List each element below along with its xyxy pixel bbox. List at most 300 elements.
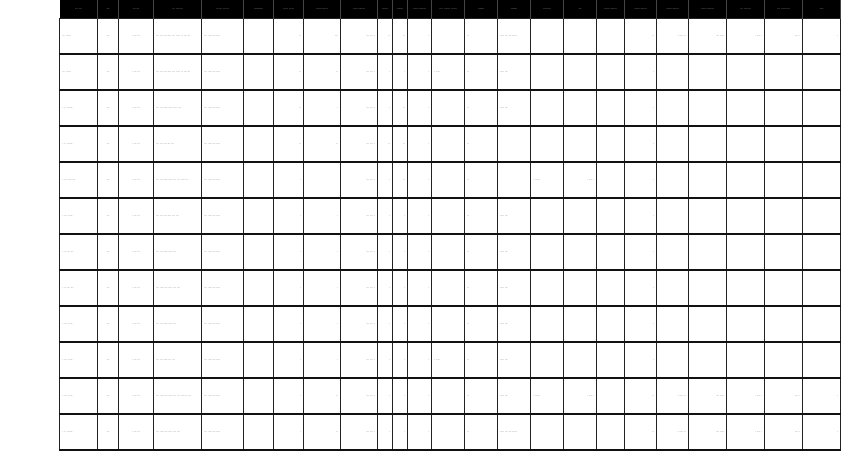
- table-cell[interactable]: .: [274, 198, 304, 234]
- table-cell[interactable]: [564, 19, 597, 55]
- table-cell[interactable]: [689, 234, 727, 270]
- table-cell[interactable]: [727, 198, 765, 234]
- table-cell[interactable]: .: [378, 162, 393, 198]
- column-header[interactable]: ... .........: [765, 0, 803, 19]
- table-cell[interactable]: . .....: [531, 378, 564, 414]
- table-cell[interactable]: [531, 90, 564, 126]
- table-cell[interactable]: [727, 342, 765, 378]
- table-cell[interactable]: [803, 270, 841, 306]
- table-cell[interactable]: .: [408, 162, 432, 198]
- table-cell[interactable]: ... ... .: [341, 270, 378, 306]
- table-cell[interactable]: ..: [625, 378, 657, 414]
- table-cell[interactable]: [432, 270, 465, 306]
- table-cell[interactable]: .... ...: [498, 90, 531, 126]
- table-cell[interactable]: ..: [274, 126, 304, 162]
- table-cell[interactable]: ..: [274, 90, 304, 126]
- column-header[interactable]: ...: [98, 0, 119, 19]
- table-cell[interactable]: .: [408, 306, 432, 342]
- table-cell[interactable]: [689, 126, 727, 162]
- table-cell[interactable]: [432, 126, 465, 162]
- table-cell[interactable]: ... ... .: [341, 198, 378, 234]
- table-cell[interactable]: .: [408, 342, 432, 378]
- table-cell[interactable]: [727, 162, 765, 198]
- table-cell[interactable]: .... ... ... .....: [498, 414, 531, 450]
- table-cell[interactable]: ..: [274, 54, 304, 90]
- table-cell[interactable]: ..: [393, 126, 408, 162]
- table-cell[interactable]: ... .... ... ....: [202, 270, 244, 306]
- column-header[interactable]: ... ...: [119, 0, 154, 19]
- table-cell[interactable]: [765, 90, 803, 126]
- table-cell[interactable]: [531, 54, 564, 90]
- column-header[interactable]: ...... .......: [408, 0, 432, 19]
- table-cell[interactable]: ..: [465, 306, 498, 342]
- table-cell[interactable]: . ... .: [727, 414, 765, 450]
- table-cell[interactable]: ... .... ... ....: [202, 234, 244, 270]
- table-cell[interactable]: ..: [465, 414, 498, 450]
- column-header[interactable]: ...... ......: [304, 0, 341, 19]
- table-cell[interactable]: .... ...: [498, 198, 531, 234]
- table-cell[interactable]: ..: [465, 198, 498, 234]
- column-header[interactable]: .... ...... ......: [432, 0, 465, 19]
- table-cell[interactable]: ... ... .... .... ...: [154, 234, 202, 270]
- table-cell[interactable]: [727, 54, 765, 90]
- table-cell[interactable]: .: [393, 414, 408, 450]
- table-cell[interactable]: [432, 414, 465, 450]
- table-cell[interactable]: ..: [625, 414, 657, 450]
- table-cell[interactable]: [244, 90, 274, 126]
- table-cell[interactable]: .: [378, 234, 393, 270]
- table-cell[interactable]: .: [408, 378, 432, 414]
- table-cell[interactable]: .: [378, 306, 393, 342]
- table-cell[interactable]: ...: [98, 90, 119, 126]
- table-cell[interactable]: ... ....: [689, 414, 727, 450]
- table-cell[interactable]: .: [625, 270, 657, 306]
- table-cell[interactable]: [564, 270, 597, 306]
- column-header[interactable]: ..........: [244, 0, 274, 19]
- table-cell[interactable]: [803, 54, 841, 90]
- table-cell[interactable]: [244, 19, 274, 55]
- table-cell[interactable]: . .. ... ...: [60, 234, 98, 270]
- table-cell[interactable]: [765, 162, 803, 198]
- table-cell[interactable]: ... ... ... .... ... ...: [154, 198, 202, 234]
- table-cell[interactable]: ..: [393, 162, 408, 198]
- table-cell[interactable]: [531, 19, 564, 55]
- table-cell[interactable]: . ... .: [564, 378, 597, 414]
- table-cell[interactable]: ... .... ... ....: [202, 306, 244, 342]
- table-cell[interactable]: ... ... .: [341, 378, 378, 414]
- table-cell[interactable]: [727, 234, 765, 270]
- table-cell[interactable]: ... .... ... .... ... ...: [154, 414, 202, 450]
- table-cell[interactable]: ..: [625, 19, 657, 55]
- table-cell[interactable]: ... .... ... ....: [202, 414, 244, 450]
- table-cell[interactable]: . ... ...: [119, 342, 154, 378]
- table-cell[interactable]: ...: [98, 19, 119, 55]
- table-cell[interactable]: .: [408, 19, 432, 55]
- table-cell[interactable]: . ... .: [727, 19, 765, 55]
- table-cell[interactable]: .: [378, 54, 393, 90]
- table-cell[interactable]: [597, 378, 625, 414]
- table-cell[interactable]: [304, 162, 341, 198]
- column-header[interactable]: ...... .......: [657, 0, 689, 19]
- table-cell[interactable]: .: [304, 198, 341, 234]
- table-cell[interactable]: .: [393, 54, 408, 90]
- table-cell[interactable]: ... ... .: [341, 19, 378, 55]
- table-cell[interactable]: ...: [98, 126, 119, 162]
- table-cell[interactable]: [689, 270, 727, 306]
- table-cell[interactable]: ... .... ... .... ... ...: [154, 270, 202, 306]
- table-cell[interactable]: [564, 306, 597, 342]
- table-cell[interactable]: [244, 378, 274, 414]
- table-cell[interactable]: ... ... .: [341, 90, 378, 126]
- table-cell[interactable]: .: [378, 198, 393, 234]
- table-cell[interactable]: .: [408, 54, 432, 90]
- table-cell[interactable]: [244, 414, 274, 450]
- table-cell[interactable]: ... ... .... .... ...: [154, 306, 202, 342]
- table-cell[interactable]: [244, 270, 274, 306]
- table-cell[interactable]: [803, 126, 841, 162]
- table-cell[interactable]: [657, 306, 689, 342]
- table-cell[interactable]: [657, 54, 689, 90]
- table-cell[interactable]: .: [274, 234, 304, 270]
- table-cell[interactable]: ..: [393, 19, 408, 55]
- table-cell[interactable]: [432, 162, 465, 198]
- table-cell[interactable]: [597, 54, 625, 90]
- table-cell[interactable]: .: [378, 378, 393, 414]
- table-cell[interactable]: .: [393, 306, 408, 342]
- column-header[interactable]: .......: [465, 0, 498, 19]
- table-cell[interactable]: [564, 234, 597, 270]
- table-cell[interactable]: .: [408, 90, 432, 126]
- table-cell[interactable]: [727, 270, 765, 306]
- table-cell[interactable]: ... ... .: [341, 234, 378, 270]
- table-cell[interactable]: ..: [304, 126, 341, 162]
- table-cell[interactable]: ... ... .: [341, 342, 378, 378]
- table-cell[interactable]: ... ... .: [341, 414, 378, 450]
- table-cell[interactable]: [657, 126, 689, 162]
- table-cell[interactable]: [657, 342, 689, 378]
- table-cell[interactable]: ... .... ... ....: [202, 378, 244, 414]
- table-cell[interactable]: ..: [465, 19, 498, 55]
- table-cell[interactable]: [531, 234, 564, 270]
- table-cell[interactable]: . ... ...: [119, 90, 154, 126]
- table-cell[interactable]: .: [408, 198, 432, 234]
- table-cell[interactable]: ... ....: [689, 378, 727, 414]
- table-cell[interactable]: ..: [465, 162, 498, 198]
- table-cell[interactable]: .: [274, 378, 304, 414]
- table-cell[interactable]: ... .... ... ....: [202, 162, 244, 198]
- table-cell[interactable]: [244, 306, 274, 342]
- table-cell[interactable]: . ... ...: [119, 234, 154, 270]
- table-cell[interactable]: .: [304, 306, 341, 342]
- table-cell[interactable]: [597, 414, 625, 450]
- table-cell[interactable]: [564, 54, 597, 90]
- table-cell[interactable]: . .. ......: [60, 126, 98, 162]
- table-cell[interactable]: .: [378, 414, 393, 450]
- table-cell[interactable]: ... .: [765, 19, 803, 55]
- table-cell[interactable]: ... .... ... ....: [202, 90, 244, 126]
- table-cell[interactable]: [803, 234, 841, 270]
- table-cell[interactable]: [531, 126, 564, 162]
- table-cell[interactable]: [765, 198, 803, 234]
- table-cell[interactable]: ... ....: [689, 19, 727, 55]
- table-cell[interactable]: ..: [465, 234, 498, 270]
- table-cell[interactable]: ..: [465, 90, 498, 126]
- table-cell[interactable]: . ... ...: [119, 54, 154, 90]
- table-cell[interactable]: ..: [304, 414, 341, 450]
- table-cell[interactable]: [597, 90, 625, 126]
- table-cell[interactable]: [597, 198, 625, 234]
- table-cell[interactable]: .: [625, 162, 657, 198]
- table-cell[interactable]: [657, 198, 689, 234]
- column-header[interactable]: ...: [564, 0, 597, 19]
- table-cell[interactable]: .: [625, 198, 657, 234]
- table-cell[interactable]: ...: [98, 234, 119, 270]
- table-cell[interactable]: .: [625, 306, 657, 342]
- table-cell[interactable]: .: [408, 270, 432, 306]
- table-cell[interactable]: [432, 234, 465, 270]
- table-cell[interactable]: [689, 342, 727, 378]
- table-cell[interactable]: ...: [98, 198, 119, 234]
- table-cell[interactable]: ... ... .: [341, 162, 378, 198]
- table-cell[interactable]: [765, 270, 803, 306]
- table-cell[interactable]: [597, 342, 625, 378]
- table-cell[interactable]: ... ... .... ... ...: [154, 342, 202, 378]
- table-cell[interactable]: . .....: [531, 162, 564, 198]
- table-cell[interactable]: . ... .: [727, 378, 765, 414]
- table-cell[interactable]: ..: [465, 126, 498, 162]
- table-cell[interactable]: [765, 126, 803, 162]
- table-cell[interactable]: . ... .....: [60, 378, 98, 414]
- column-header[interactable]: ... .......: [154, 0, 202, 19]
- table-cell[interactable]: .: [625, 234, 657, 270]
- table-cell[interactable]: ... ... .: [341, 54, 378, 90]
- column-header[interactable]: ..... .......: [341, 0, 378, 19]
- table-cell[interactable]: [765, 234, 803, 270]
- table-cell[interactable]: .... ... ... .....: [498, 19, 531, 55]
- table-cell[interactable]: .: [393, 234, 408, 270]
- table-cell[interactable]: [689, 54, 727, 90]
- table-cell[interactable]: .: [378, 90, 393, 126]
- table-cell[interactable]: [727, 306, 765, 342]
- table-cell[interactable]: ...: [98, 414, 119, 450]
- table-cell[interactable]: . ... ...: [119, 162, 154, 198]
- table-cell[interactable]: .: [378, 342, 393, 378]
- table-cell[interactable]: [803, 90, 841, 126]
- table-cell[interactable]: [244, 162, 274, 198]
- table-cell[interactable]: [244, 54, 274, 90]
- table-cell[interactable]: .: [304, 90, 341, 126]
- table-cell[interactable]: .: [274, 414, 304, 450]
- table-cell[interactable]: .... ...: [498, 270, 531, 306]
- table-cell[interactable]: ..: [465, 54, 498, 90]
- table-cell[interactable]: . ... ...: [119, 198, 154, 234]
- table-cell[interactable]: [564, 126, 597, 162]
- table-cell[interactable]: ..: [274, 19, 304, 55]
- table-cell[interactable]: [564, 342, 597, 378]
- table-cell[interactable]: .: [393, 378, 408, 414]
- table-cell[interactable]: . ... ...: [119, 270, 154, 306]
- table-cell[interactable]: .: [393, 270, 408, 306]
- table-cell[interactable]: [657, 234, 689, 270]
- table-cell[interactable]: . .. ......: [60, 90, 98, 126]
- table-cell[interactable]: .: [393, 342, 408, 378]
- column-header[interactable]: ...... .......: [597, 0, 625, 19]
- table-cell[interactable]: ... .....: [60, 19, 98, 55]
- table-cell[interactable]: [564, 198, 597, 234]
- table-cell[interactable]: .... ...: [498, 378, 531, 414]
- table-cell[interactable]: ... ... ... ... ...: [154, 126, 202, 162]
- table-cell[interactable]: . .. ......: [60, 414, 98, 450]
- table-cell[interactable]: .: [304, 342, 341, 378]
- table-cell[interactable]: [727, 90, 765, 126]
- table-cell[interactable]: [244, 198, 274, 234]
- table-cell[interactable]: .: [625, 126, 657, 162]
- table-cell[interactable]: ...: [98, 378, 119, 414]
- table-cell[interactable]: ..: [465, 342, 498, 378]
- table-cell[interactable]: ... .... ... ....: [202, 19, 244, 55]
- table-cell[interactable]: [531, 306, 564, 342]
- table-cell[interactable]: [689, 198, 727, 234]
- table-cell[interactable]: [244, 126, 274, 162]
- table-cell[interactable]: [432, 198, 465, 234]
- table-cell[interactable]: . ... ...: [119, 414, 154, 450]
- table-cell[interactable]: .: [803, 414, 841, 450]
- table-cell[interactable]: .: [408, 414, 432, 450]
- table-cell[interactable]: .: [803, 19, 841, 55]
- table-cell[interactable]: .: [393, 198, 408, 234]
- table-cell[interactable]: [244, 234, 274, 270]
- table-cell[interactable]: [689, 162, 727, 198]
- table-cell[interactable]: . ... .... ...: [60, 162, 98, 198]
- table-cell[interactable]: .: [274, 342, 304, 378]
- table-cell[interactable]: . ... ...: [119, 306, 154, 342]
- table-cell[interactable]: ... .... ... ....: [202, 198, 244, 234]
- table-cell[interactable]: .: [304, 234, 341, 270]
- table-cell[interactable]: .... ...: [498, 54, 531, 90]
- table-cell[interactable]: .: [304, 270, 341, 306]
- table-cell[interactable]: . ....: [432, 342, 465, 378]
- table-cell[interactable]: .: [408, 234, 432, 270]
- table-cell[interactable]: ...: [98, 162, 119, 198]
- table-cell[interactable]: ... .....: [60, 54, 98, 90]
- table-cell[interactable]: ..: [378, 19, 393, 55]
- table-cell[interactable]: .: [408, 126, 432, 162]
- table-cell[interactable]: ..: [393, 90, 408, 126]
- table-cell[interactable]: . ... .....: [60, 306, 98, 342]
- table-cell[interactable]: .: [625, 54, 657, 90]
- table-cell[interactable]: . .... ..: [657, 19, 689, 55]
- table-cell[interactable]: . ... .: [564, 162, 597, 198]
- table-cell[interactable]: [765, 342, 803, 378]
- table-cell[interactable]: ... .... ... ....: [202, 126, 244, 162]
- table-cell[interactable]: . ... .....: [60, 342, 98, 378]
- table-cell[interactable]: . ....: [432, 54, 465, 90]
- table-cell[interactable]: ...: [98, 270, 119, 306]
- column-header[interactable]: ..... .....: [274, 0, 304, 19]
- table-cell[interactable]: .: [803, 378, 841, 414]
- table-cell[interactable]: [597, 306, 625, 342]
- table-cell[interactable]: ...: [98, 54, 119, 90]
- table-cell[interactable]: [564, 414, 597, 450]
- table-cell[interactable]: [531, 414, 564, 450]
- table-cell[interactable]: ..: [465, 270, 498, 306]
- table-cell[interactable]: . .... ..: [657, 414, 689, 450]
- table-cell[interactable]: [803, 162, 841, 198]
- column-header[interactable]: ... ...: [60, 0, 98, 19]
- table-cell[interactable]: [531, 198, 564, 234]
- table-cell[interactable]: [432, 90, 465, 126]
- table-cell[interactable]: [597, 19, 625, 55]
- table-cell[interactable]: . .... ..: [657, 378, 689, 414]
- table-cell[interactable]: [531, 270, 564, 306]
- table-cell[interactable]: ..: [465, 378, 498, 414]
- table-cell[interactable]: . ... ...: [119, 378, 154, 414]
- table-cell[interactable]: ... ... ... .... ... .... .. ... ...: [154, 19, 202, 55]
- table-cell[interactable]: ...: [304, 19, 341, 55]
- table-cell[interactable]: ...: [98, 342, 119, 378]
- table-cell[interactable]: [765, 54, 803, 90]
- column-header[interactable]: ...... ......: [202, 0, 244, 19]
- column-header[interactable]: ........: [531, 0, 564, 19]
- column-header[interactable]: ......: [378, 0, 393, 19]
- table-cell[interactable]: [498, 126, 531, 162]
- table-cell[interactable]: ..: [378, 126, 393, 162]
- table-cell[interactable]: [432, 306, 465, 342]
- table-cell[interactable]: [564, 90, 597, 126]
- table-cell[interactable]: . ... ...: [119, 19, 154, 55]
- table-cell[interactable]: .: [625, 342, 657, 378]
- table-cell[interactable]: ..: [304, 378, 341, 414]
- table-cell[interactable]: [803, 198, 841, 234]
- table-cell[interactable]: [657, 270, 689, 306]
- table-cell[interactable]: . ... .....: [60, 198, 98, 234]
- table-cell[interactable]: [657, 90, 689, 126]
- table-cell[interactable]: .... ...: [498, 234, 531, 270]
- table-cell[interactable]: .... ...: [498, 306, 531, 342]
- table-cell[interactable]: ..: [304, 54, 341, 90]
- table-cell[interactable]: [803, 342, 841, 378]
- table-cell[interactable]: . .. ... ...: [60, 270, 98, 306]
- table-cell[interactable]: [689, 90, 727, 126]
- table-cell[interactable]: [765, 306, 803, 342]
- table-cell[interactable]: .: [274, 162, 304, 198]
- table-cell[interactable]: .: [274, 306, 304, 342]
- column-header[interactable]: ...... .......: [625, 0, 657, 19]
- table-cell[interactable]: [597, 162, 625, 198]
- column-header[interactable]: .......: [498, 0, 531, 19]
- table-cell[interactable]: .: [625, 90, 657, 126]
- table-cell[interactable]: [727, 126, 765, 162]
- table-cell[interactable]: [432, 19, 465, 55]
- table-cell[interactable]: .... ...: [498, 342, 531, 378]
- table-cell[interactable]: [803, 306, 841, 342]
- table-cell[interactable]: ... ... .... .... ... ... .... ...: [154, 162, 202, 198]
- table-cell[interactable]: [597, 270, 625, 306]
- table-cell[interactable]: ... ... .: [341, 126, 378, 162]
- column-header[interactable]: ... .......: [727, 0, 765, 19]
- column-header[interactable]: ....: [803, 0, 841, 19]
- table-cell[interactable]: ...: [98, 306, 119, 342]
- table-cell[interactable]: ... .: [765, 414, 803, 450]
- table-cell[interactable]: .: [274, 270, 304, 306]
- table-cell[interactable]: [498, 162, 531, 198]
- table-cell[interactable]: ... ... .: [341, 306, 378, 342]
- table-cell[interactable]: [689, 306, 727, 342]
- table-cell[interactable]: .: [378, 270, 393, 306]
- table-cell[interactable]: [597, 126, 625, 162]
- table-cell[interactable]: [597, 234, 625, 270]
- table-cell[interactable]: [432, 378, 465, 414]
